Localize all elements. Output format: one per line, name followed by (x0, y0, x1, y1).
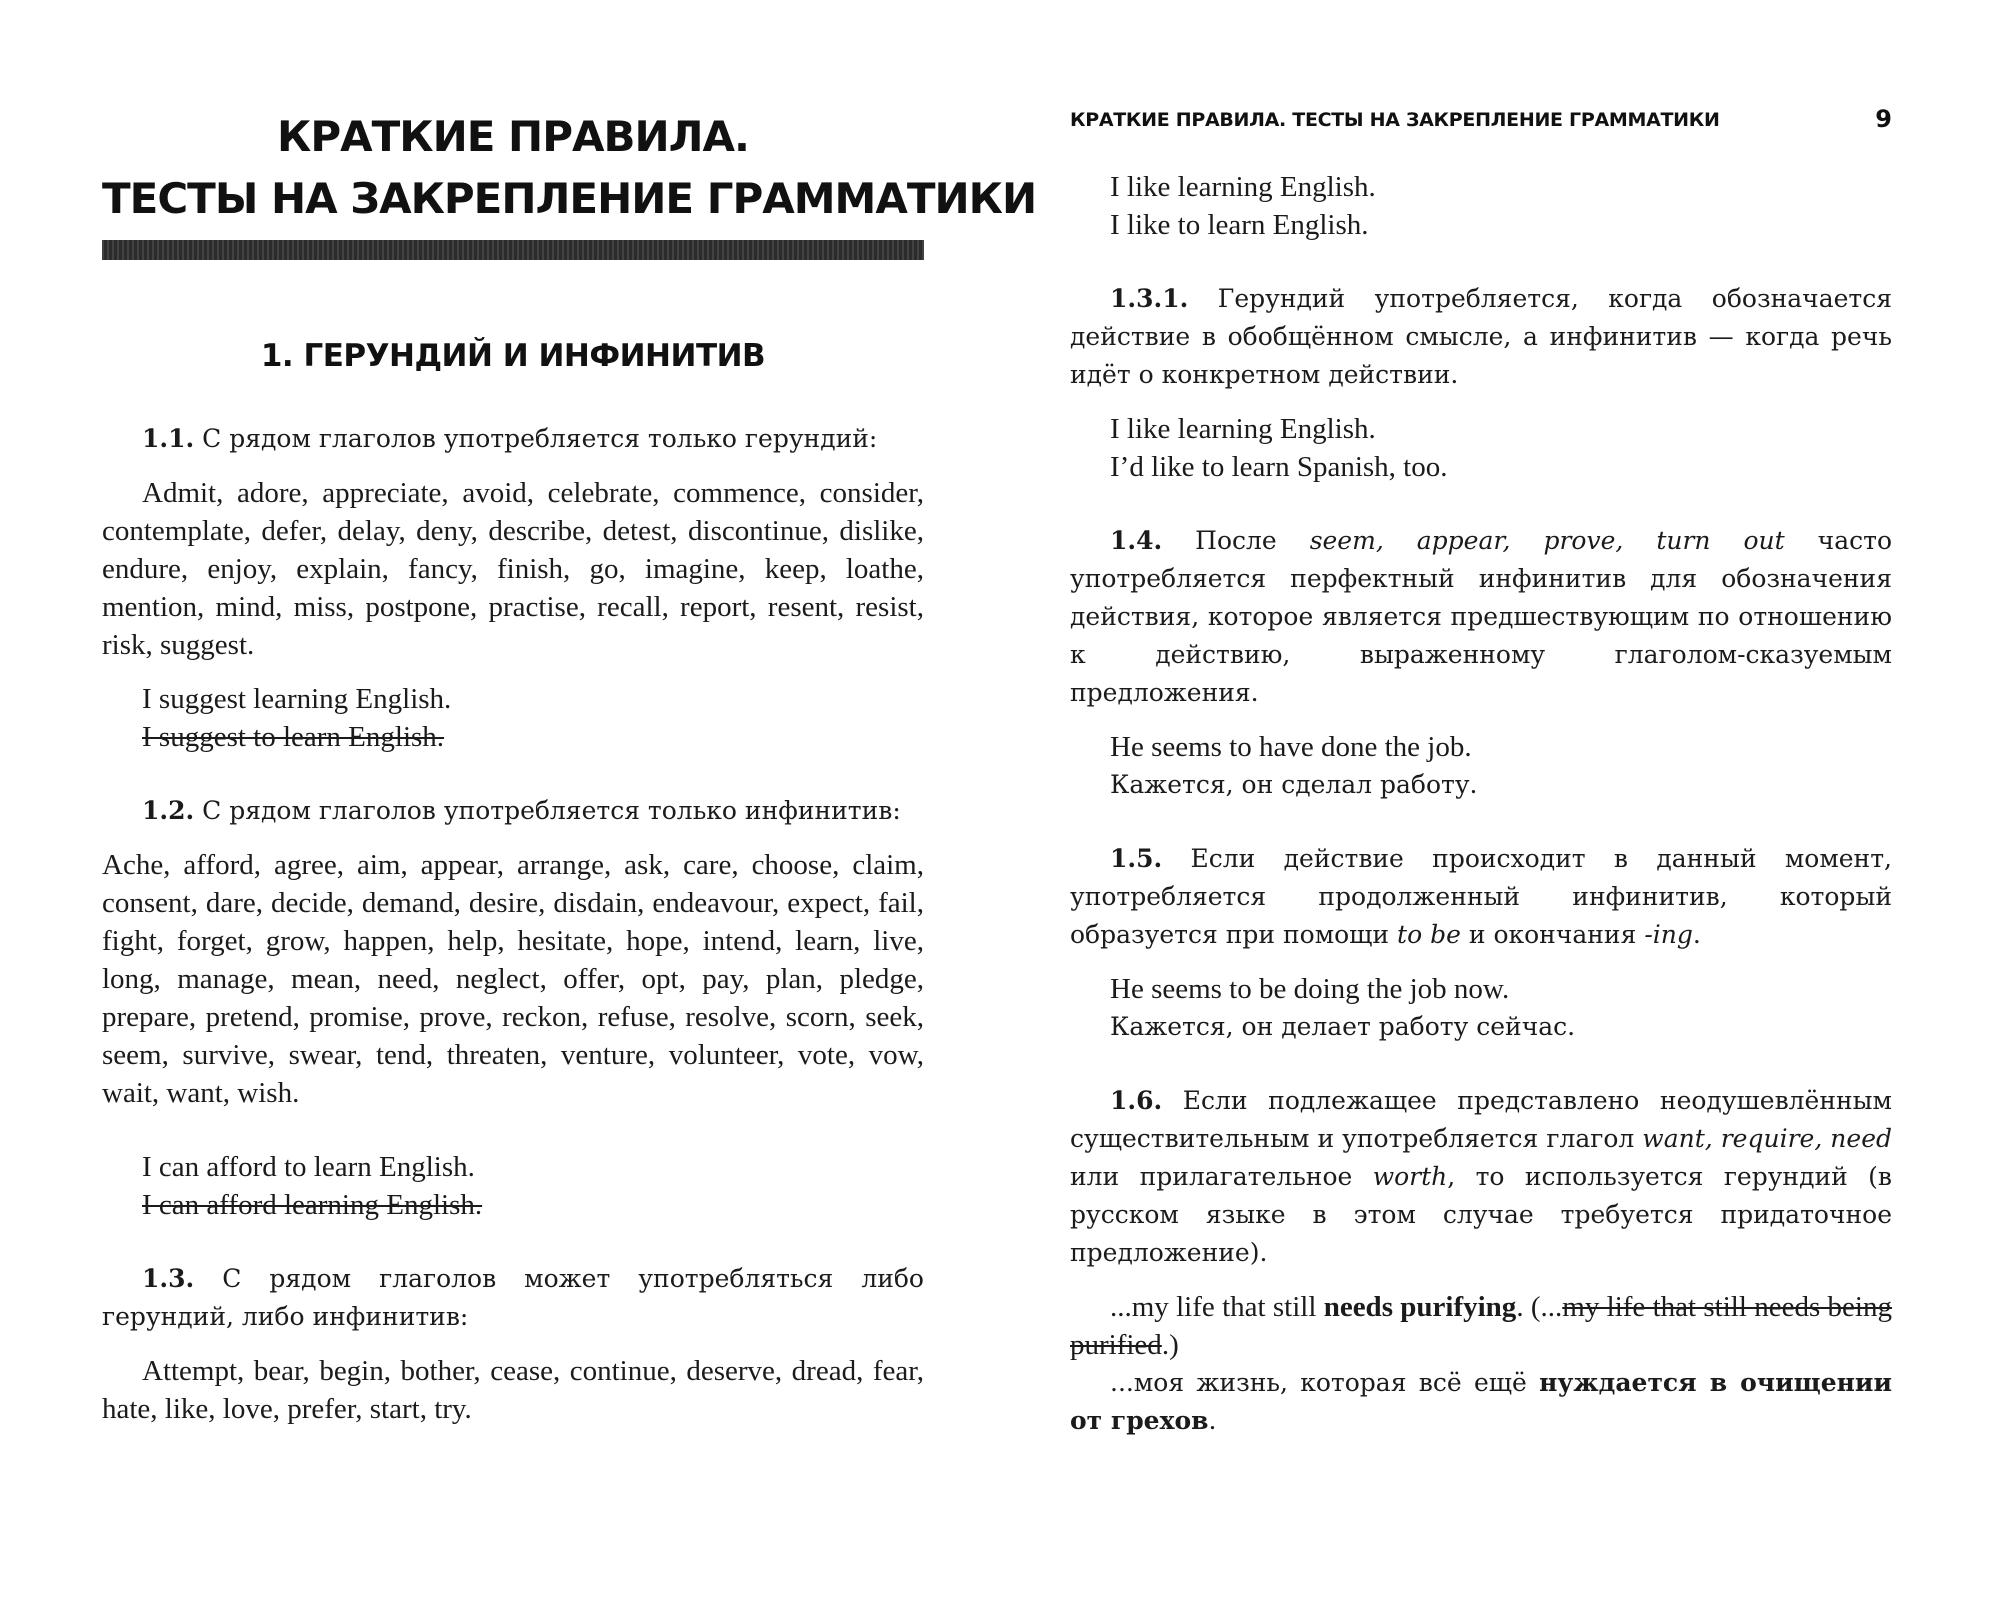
example-block (1070, 728, 1892, 804)
rule-1-1 (102, 420, 924, 458)
rule-number: 1.2. (142, 796, 195, 825)
translation-1-6 (1070, 1364, 1892, 1440)
rule-1-5 (1070, 840, 1892, 954)
rule-italic: -ing (1644, 920, 1693, 949)
rule-text: или прилагательное (1070, 1162, 1373, 1191)
rule-text: С рядом глаголов может употребляться либо герундий, либо инфинитив: (102, 1264, 924, 1331)
rule-text: Если действие происходит в данный момент, употребляется продолженный инфинитив, который образуется при помощи (1070, 844, 1892, 949)
rule-italic: to be (1397, 920, 1461, 949)
translation-bold: нуждается в очищении от грехов (1070, 1368, 1892, 1435)
example-correct: I suggest learning English. (142, 683, 452, 715)
rule-text: После (1162, 526, 1310, 555)
chapter-title-line-1: КРАТКИЕ ПРАВИЛА. (276, 112, 749, 161)
example-block (102, 680, 924, 756)
verb-list-infinitive: Ache, afford, agree, aim, appear, arrange, ask, care, choose, claim, consent, dare, decide, demand, desire, disdain, endeavour, expect, fail, fight, forget, grow, happen, help, hesitate, hope, intend, learn, live, long, manage, mean, need, neglect, offer, opt, pay, plan, pledge, prepare, pretend, promise, prove, reckon, refuse, resolve, scorn, seek, seem, survive, swear, tend, threaten, venture, volunteer, vote, vow, wait, want, wish. (102, 849, 924, 1109)
translation-text: ...моя жизнь, которая всё ещё (1110, 1368, 1540, 1397)
example-line: I like to learn English. (1110, 209, 1369, 241)
rule-1-3-1 (1070, 280, 1892, 394)
rule-italic: want, require, need (1642, 1124, 1892, 1153)
chapter-title (102, 106, 1037, 230)
rule-number: 1.5. (1110, 844, 1163, 873)
example-english: He seems to be doing the job now. (1110, 973, 1510, 1005)
translation-text: . (1208, 1406, 1217, 1435)
example-english: He seems to have done the job. (1110, 731, 1472, 763)
example-incorrect: my life that still needs being purified (1070, 1291, 1892, 1361)
rule-text: часто употребляется перфектный инфинитив для обозначения действия, которое является предшествующим по отношению к действию, выраженному глаголом-сказуемым предложения. (1070, 526, 1892, 707)
rule-1-4 (1070, 522, 1892, 712)
example-russian: Кажется, он сделал работу. (1110, 770, 1478, 799)
left-page-body (102, 420, 924, 1444)
running-head: КРАТКИЕ ПРАВИЛА. ТЕСТЫ НА ЗАКРЕПЛЕНИЕ ГРАММАТИКИ (1070, 109, 1720, 131)
rule-text: . (1692, 920, 1701, 949)
rule-italic: worth (1372, 1162, 1448, 1191)
example-text: ...my life that still (1110, 1291, 1324, 1323)
example-text: .) (1161, 1329, 1179, 1361)
rule-italic-verbs: seem, appear, prove, turn out (1309, 526, 1785, 555)
rule-text: С рядом глаголов употребляется только герундий: (194, 424, 878, 453)
example-block (1070, 970, 1892, 1046)
example-russian: Кажется, он делает работу сейчас. (1110, 1012, 1576, 1041)
verb-list-both: Attempt, bear, begin, bother, cease, continue, deserve, dread, fear, hate, like, love, prefer, start, try. (102, 1355, 924, 1425)
page-number: 9 (1875, 105, 1892, 133)
section-title: 1. ГЕРУНДИЙ И ИНФИНИТИВ (260, 338, 766, 374)
rule-text: Если подлежащее представлено неодушевлённым существительным и употребляется глагол (1070, 1086, 1892, 1153)
chapter-title-line-2: ТЕСТЫ НА ЗАКРЕПЛЕНИЕ ГРАММАТИКИ (102, 174, 1037, 223)
rule-text: С рядом глаголов употребляется только инфинитив: (194, 796, 901, 825)
rule-number: 1.1. (142, 424, 195, 453)
rule-text: и окончания (1460, 920, 1645, 949)
example-line: I like learning English. (1110, 171, 1376, 203)
verb-list-gerund: Admit, adore, appreciate, avoid, celebrate, commence, consider, contemplate, defer, delay, deny, describe, detest, discontinue, dislike, endure, enjoy, explain, fancy, finish, go, imagine, keep, loathe, mention, mind, miss, postpone, practise, recall, report, resent, resist, risk, suggest. (102, 477, 924, 661)
rule-number: 1.4. (1110, 526, 1163, 555)
title-divider-bar (102, 240, 924, 260)
example-incorrect: I suggest to learn English. (142, 721, 445, 753)
rule-1-6 (1070, 1082, 1892, 1272)
example-bold: needs purifying (1323, 1291, 1517, 1323)
example-correct: I can afford to learn English. (142, 1151, 475, 1183)
example-text: . (... (1516, 1291, 1563, 1323)
rule-number: 1.6. (1110, 1086, 1163, 1115)
rule-1-3 (102, 1260, 924, 1336)
example-line: I’d like to learn Spanish, too. (1110, 451, 1448, 483)
example-1-6 (1070, 1288, 1892, 1364)
right-page-body (1070, 168, 1892, 1456)
example-incorrect: I can afford learning English. (142, 1189, 483, 1221)
example-line: I like learning English. (1110, 413, 1376, 445)
rule-1-2 (102, 792, 924, 830)
example-block (1070, 168, 1892, 244)
rule-number: 1.3.1. (1110, 284, 1189, 313)
example-block (1070, 410, 1892, 486)
rule-number: 1.3. (142, 1264, 195, 1293)
example-block (102, 1148, 924, 1224)
rule-text: Герундий употребляется, когда обозначается действие в обобщённом смысле, а инфинитив — когда речь идёт о конкретном действии. (1070, 284, 1892, 389)
rule-text: , то используется герундий (в русском языке в этом случае требуется придаточное предложение). (1070, 1162, 1892, 1267)
